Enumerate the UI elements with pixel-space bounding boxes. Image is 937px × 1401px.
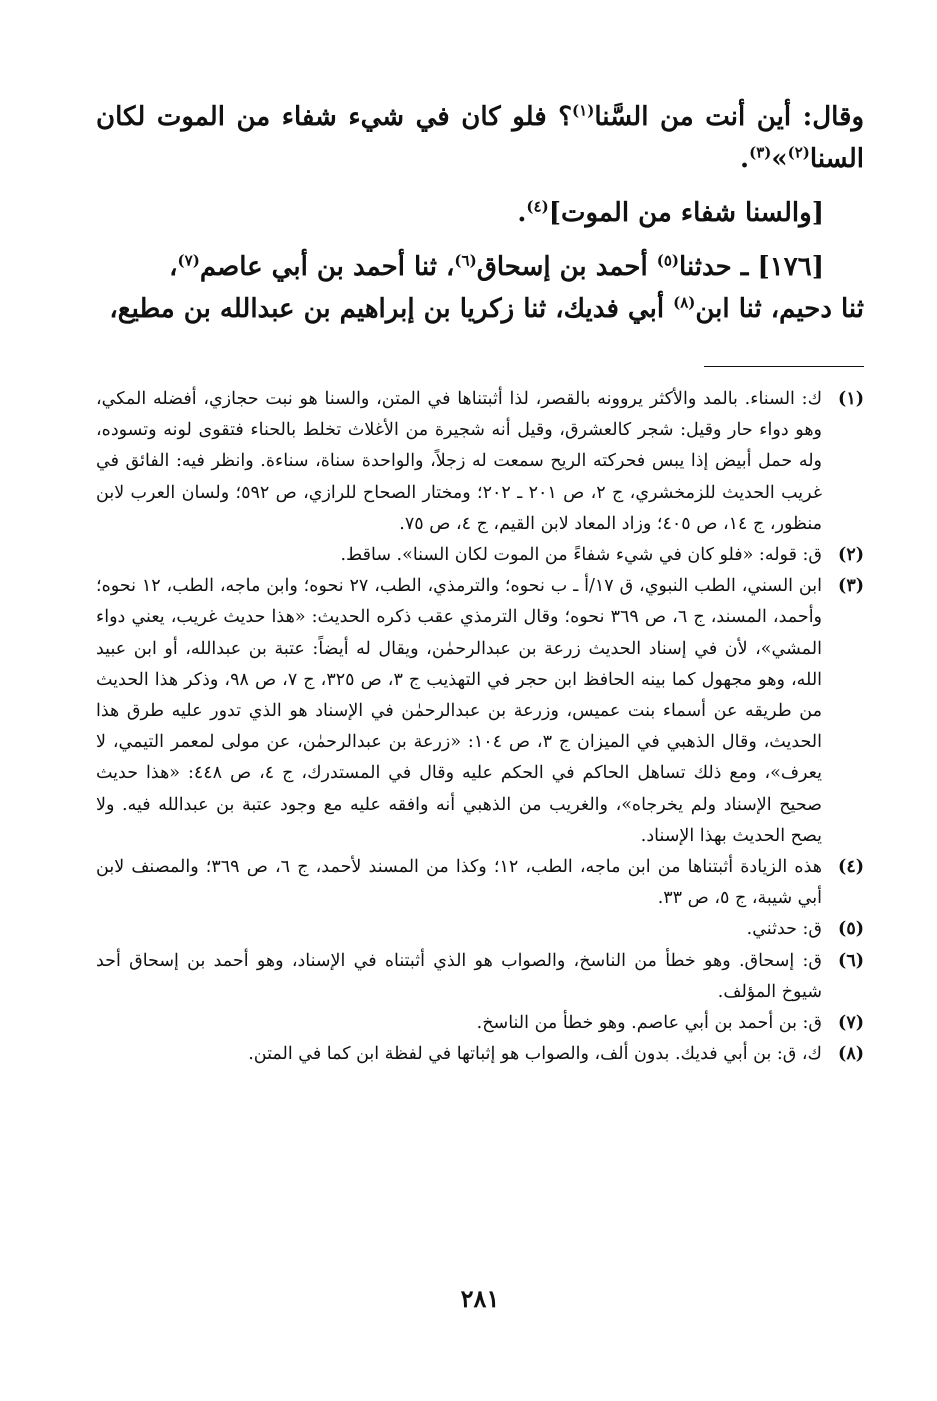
main-line: السنا$^{(٢)}$»$^{(٣)}$. [740,143,864,174]
footnote [96,946,864,1008]
footnote-text: ق: بن أحمد بن أبي عاصم. وهو خطأ من الناسخ. [476,1013,822,1034]
footnote [96,384,864,540]
footnote-text: ق: إسحاق. وهو خطأ من الناسخ، والصواب هو الذي أثبتناه في الإسناد، وهو أحمد بن إسحاق أحد شيوخ المؤلف. [96,950,822,1002]
footnote-ref: (٦) [454,251,477,270]
main-line: [١٧٦] ـ حدثنا$^{(٥)}$ أحمد بن إسحاق$^{(٦)}$، ثنا أحمد بن أبي عاصم$^{(٧)}$، [169,251,824,282]
footnote-ref: (٤) [526,197,549,216]
footnote-number: (٧) [838,1013,864,1034]
footnote-number: (٢) [838,545,864,566]
footnote-text: ك، ق: بن أبي فديك. بدون ألف، والصواب هو إثباتها في لفظة ابن كما في المتن. [248,1044,822,1065]
footnote [96,1039,864,1070]
footnote [96,914,864,945]
main-line: ثنا دحيم، ثنا ابن$^{(٨)}$ أبي فديك، ثنا زكريا بن إبراهيم بن عبدالله بن مطيع، [109,293,864,324]
footnote-ref: (٨) [673,293,696,312]
footnote [96,571,864,852]
footnote-number: (٤) [838,857,864,878]
footnote-number: (٣) [838,576,864,597]
footnote-text: ك: السناء. بالمد والأكثر يروونه بالقصر، لذا أثبتناها في المتن، والسنا هو نبت حجازي، أفضله المكي، وهو دواء حار وقيل: شجر كالعشرق، وقيل أنه شجيرة من الأغلاث تخلط بالحناء فتقوى لونه وتسوده، وله حمل أبيض إذا يبس فحركته الريح سمعت له زجلاً، والواحدة سناة، سناءة. وانظر فيه: الفائق في غريب الحديث للزمخشري، ج ٢، ص ٢٠١ ـ ٢٠٢؛ ومختار الصحاح للرازي، ص ٥٩٢؛ ولسان العرب لابن منظور، ج ١٤، ص ٤٠٥؛ وزاد المعاد لابن القيم، ج ٤، ص ٧٥. [96,389,822,534]
footnote-text: ق: قوله: «فلو كان في شيء شفاءً من الموت لكان السنا». ساقط. [340,545,822,566]
footnote-ref: (٧) [177,251,200,270]
footnote-text: ق: حدثني. [746,919,822,940]
footnote [96,852,864,914]
main-line: وقال: أين أنت من السَّنا$^{(١)}$؟ فلو كان في شيء شفاء من الموت لكان [96,101,864,132]
footnote-separator [704,366,864,367]
book-page [96,96,864,1376]
footnote-ref: (٥) [656,251,680,270]
footnote-ref: (٢) [787,143,810,162]
footnote-ref: (١) [572,101,595,120]
main-text [96,96,864,330]
footnote [96,540,864,571]
footnote-number: (١) [838,389,864,409]
footnote-text: ابن السني، الطب النبوي، ق ١٧/أ ـ ب نحوه؛ والترمذي، الطب، ٢٧ نحوه؛ وابن ماجه، الطب، ١٢ نحوه؛ وأحمد، المسند، ج ٦، ص ٣٦٩ نحوه؛ وقال الترمذي عقب ذكره الحديث: «هذا حديث غريب، يعني دواء المشي»، لأن في إسناد الحديث زرعة بن عبدالرحمٰن، ويقال له أيضاً: عتبة بن عبدالله، أو ابن عبيد الله، وهو مجهول كما بينه الحافظ ابن حجر في التهذيب ج ٣، ص ٣٢٥، ج ٧، ص ٩٨، وذكر هذا الحديث من طريقه عن أسماء بنت عميس، وزرعة بن عبدالرحمٰن في الإسناد هو الذي تدور عليه طرق هذا الحديث، وقال الذهبي في الميزان ج ٣، ص ١٠٤: «زرعة بن عبدالرحمٰن، عن مولى لمعمر التيمي، لا يعرف»، ومع ذلك تساهل الحاكم في الحكم عليه وقال في المستدرك، ج ٤، ص ٤٤٨: «هذا حديث صحيح الإسناد ولم يخرجاه»، والغريب من الذهبي أنه وافقه عليه مع وجود عتبة بن عبدالله فيه. ولا يصح الحديث بهذا الإسناد. [96,576,823,846]
footnote-number: (٥) [838,919,864,940]
footnote-number: (٨) [838,1044,864,1065]
footnote-number: (٦) [838,950,864,971]
main-line: [والسنا شفاء من الموت]$^{(٤)}$. [517,197,824,228]
footnote [96,1008,864,1039]
footnote-ref: (٣) [749,143,772,162]
footnotes [96,384,864,1070]
footnote-text: هذه الزيادة أثبتناها من ابن ماجه، الطب، ١٢؛ وكذا من المسند لأحمد، ج ٦، ص ٣٦٩؛ والمصنف لابن أبي شيبة، ج ٥، ص ٣٣. [96,857,822,909]
page-number: ٢٨١ [460,1284,500,1313]
